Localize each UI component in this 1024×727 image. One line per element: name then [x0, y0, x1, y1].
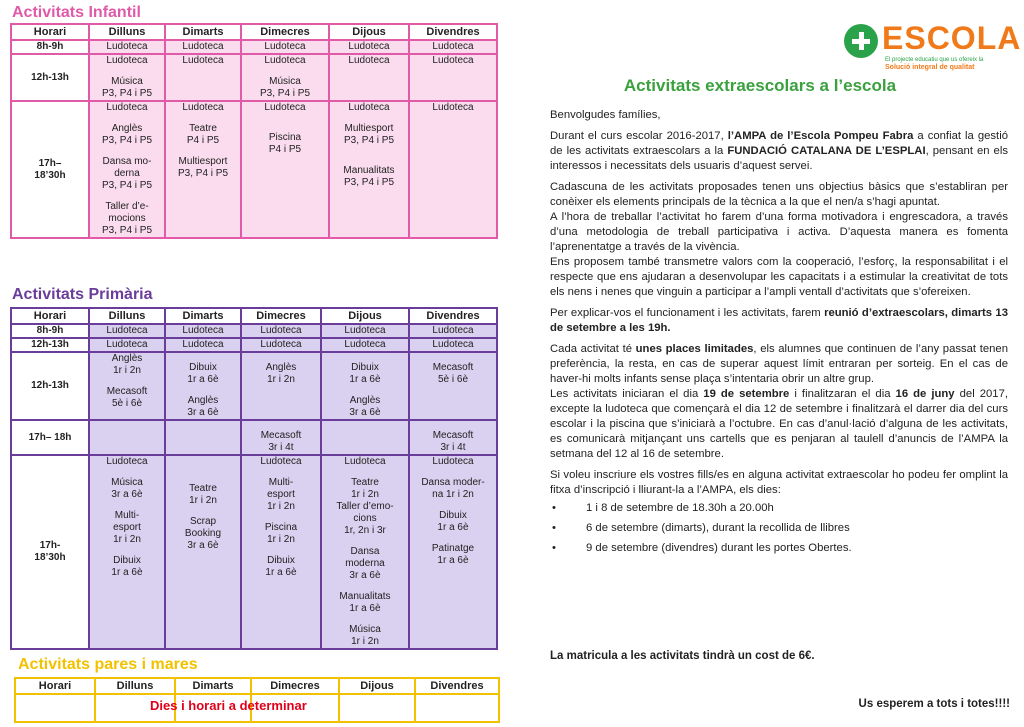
list-item: • 1 i 8 de setembre de 18.30h a 20.00h [550, 498, 1008, 518]
activity-line: Multi- [114, 510, 140, 521]
activity-line: 1r i 2n [267, 374, 295, 385]
activity-line: Taller d’e- [105, 201, 149, 212]
paragraph-objectives: Cadascuna de les activitats proposades tenen uns objectius bàsics que s’establiran per conèixer els elements principals de la tècnica a la que el nen/a s’hagi apuntat. [550, 181, 1008, 208]
activity-line: Ludoteca [106, 55, 148, 66]
activity-cell [241, 352, 321, 420]
activity-line: moderna [345, 558, 385, 569]
activity-cell [321, 455, 409, 649]
column-header: Divendres [409, 308, 497, 324]
plus-icon [844, 24, 878, 58]
activity-cell [89, 455, 165, 649]
activity-line [323, 537, 407, 546]
activity-line: Piscina [268, 132, 302, 143]
activity-line: Ludoteca [264, 102, 306, 113]
hour-cell: 12h-13h [11, 54, 89, 101]
activity-line [91, 192, 163, 201]
hour-cell: 17h- 18’30h [11, 455, 89, 649]
table-row [11, 324, 497, 338]
activity-line: Ludoteca [432, 456, 474, 467]
activity-line: Taller d’emo- [336, 501, 394, 512]
activity-line: Música [111, 76, 143, 87]
activity-cell [89, 352, 165, 420]
activity-line: Anglès [111, 353, 143, 364]
activity-cell [409, 40, 497, 54]
paragraph-methodology: A l’hora de treballar l’activitat ho farem d’una forma motivadora i engrescadora, a través d’una metodologia de treball participativa i activa. D’aquesta manera es fomenta l’aprenentatge a través de la vivència. [550, 211, 1008, 253]
infantil-title: Activitats Infantil [12, 4, 141, 21]
activity-line: P4 i P5 [268, 144, 302, 155]
paragraph-registration: Si voleu inscriure els vostres fills/es en alguna activitat extraescolar ho podeu fer omplint la fitxa d’inscripció i lliurant-la a l’AMPA, els dies: [550, 469, 1008, 496]
activity-line: Ludoteca [182, 55, 224, 66]
activity-line: 3r a 6è [111, 489, 143, 500]
logo-slogan: Solució integral de qualitat [885, 64, 975, 71]
activity-cell [165, 338, 241, 352]
activity-cell [165, 455, 241, 649]
activity-cell [321, 324, 409, 338]
activity-cell [241, 324, 321, 338]
greeting: Benvolgudes famílies, [550, 109, 661, 121]
activity-line: Mecasoft [106, 386, 148, 397]
activity-line [91, 421, 163, 430]
infantil-body [11, 40, 497, 238]
activity-line: Ludoteca [106, 456, 148, 467]
activity-line [243, 353, 319, 362]
table-row [11, 352, 497, 420]
activity-line: Ludoteca [260, 456, 302, 467]
activity-line: Ludoteca [264, 41, 306, 52]
logo-word: ESCOLA [882, 20, 1022, 56]
activity-line: Ludoteca [260, 339, 302, 350]
activity-line: Manualitats [343, 165, 395, 176]
activity-line: Anglès [111, 123, 143, 134]
activity-line: derna [114, 168, 140, 179]
table-row [11, 40, 497, 54]
column-header: Horari [11, 308, 89, 324]
list-item: • 9 de setembre (divendres) durant les portes Obertes. [550, 538, 1008, 558]
activity-line: Música [349, 624, 381, 635]
paragraph-dates: Les activitats iniciaran el dia 19 de setembre i finalitzaran el dia 16 de juny del 2017, excepte la ludoteca que començarà el dia 12 de setembre i finalitzarà el darrer dia del curs escolar i la piscina que s’iniciarà a l’octubre. En cas d’anul·lació d’alguna de les activitats, es comunicarà mitjançant uns cartells que es penjaran al taulell d’anuncis de l’AMPA la setmana del 12 al 16 de setembre. [550, 388, 1009, 460]
paragraph-meeting: Per explicar-vos el funcionament i les activitats, farem reunió d’extraescolars, dimarts 13 de setembre a les 19h. [550, 307, 1008, 334]
activity-line [167, 507, 239, 516]
activity-line: Dansa mo- [102, 156, 152, 167]
activity-line: cions [353, 513, 377, 524]
activity-cell [89, 338, 165, 352]
escola-logo [844, 20, 1022, 74]
activity-line: 1r a 6è [349, 374, 381, 385]
list-item: • 6 de setembre (dimarts), durant la recollida de llibres [550, 518, 1008, 538]
activity-line: P3, P4 i P5 [177, 168, 229, 179]
table-row [11, 54, 497, 101]
activity-cell [165, 40, 241, 54]
pares-title: Activitats pares i mares [18, 656, 198, 673]
activity-line: Ludoteca [182, 325, 224, 336]
activity-line: Ludoteca [348, 102, 390, 113]
activity-line [323, 386, 407, 395]
activity-line: Ludoteca [182, 41, 224, 52]
activity-line [323, 353, 407, 362]
activity-line: Dibuix [439, 510, 467, 521]
column-header: Dilluns [89, 308, 165, 324]
activity-line: Ludoteca [344, 456, 386, 467]
infantil-header-row [11, 24, 497, 40]
activity-line: Ludoteca [106, 41, 148, 52]
activity-line: Piscina [264, 522, 298, 533]
column-header: Divendres [415, 678, 499, 694]
column-header: Dilluns [89, 24, 165, 40]
column-header: Dimarts [175, 678, 251, 694]
activity-cell [329, 101, 409, 238]
activity-line [167, 465, 239, 474]
activity-line: 1r a 6è [437, 555, 469, 566]
activity-line [167, 147, 239, 156]
table-row [11, 420, 497, 455]
activity-line: Ludoteca [106, 339, 148, 350]
column-header: Dimecres [251, 678, 339, 694]
activity-line [331, 147, 407, 156]
activity-line [91, 147, 163, 156]
primaria-schedule-table [10, 307, 498, 650]
primaria-header-row [11, 308, 497, 324]
activity-line: 1r i 2n [267, 501, 295, 512]
activity-line: P3, P4 i P5 [259, 88, 311, 99]
activity-line: 1r a 6è [111, 567, 143, 578]
activity-line: P3, P4 i P5 [101, 88, 153, 99]
paragraph-intro: Durant el curs escolar 2016-2017, l’AMPA de l’Escola Pompeu Fabra a confiat la gestió de les activitats extraescolars a la FUNDACIÓ CATALANA DE L’ESPLAI, pensant en els interessos i necessitats dels usuaris d’aquest servei. [550, 130, 1009, 172]
activity-line: Patinatge [431, 543, 475, 554]
activity-cell [89, 54, 165, 101]
activity-line [243, 546, 319, 555]
activity-cell [409, 352, 497, 420]
activity-line [323, 468, 407, 477]
activity-cell [241, 54, 329, 101]
activity-cell [321, 352, 409, 420]
activity-line: 1r a 6è [265, 567, 297, 578]
primaria-title: Activitats Primària [12, 286, 153, 303]
activity-line [411, 501, 495, 510]
activity-line: Música [269, 76, 301, 87]
paragraph-values: Ens proposem també transmetre valors com la cooperació, l’esforç, la responsabilitat i el respecte que ens ajudaran a desenvolupar les capacitats i a estimular la creativitat de tots els nens i nenes que vinguin a participar a l’ampli ventall d’activitats que s’ofereixen. [550, 256, 1008, 298]
activity-cell [329, 40, 409, 54]
activity-cell [241, 40, 329, 54]
activity-cell [89, 40, 165, 54]
logo-tagline: El projecte educatiu que us ofereix la [885, 57, 984, 63]
activity-line: Anglès [349, 395, 381, 406]
letter-body [550, 108, 1008, 566]
column-header: Dijous [329, 24, 409, 40]
primaria-body [11, 324, 497, 649]
infantil-schedule-table [10, 23, 498, 239]
activity-line: P3, P4 i P5 [101, 225, 153, 236]
activity-line: 1r i 2n [113, 365, 141, 376]
hour-cell: 12h-13h [11, 338, 89, 352]
column-header: Dijous [339, 678, 415, 694]
activity-line: 1r i 2n [189, 495, 217, 506]
activity-line [243, 421, 319, 430]
table-row [11, 455, 497, 649]
column-header: Horari [11, 24, 89, 40]
activity-line [331, 156, 407, 165]
column-header: Dimecres [241, 24, 329, 40]
activity-line: 5è i 6è [437, 374, 469, 385]
activity-cell [89, 101, 165, 238]
activity-cell [165, 420, 241, 455]
activity-line [91, 501, 163, 510]
activity-line: P3, P4 i P5 [101, 135, 153, 146]
activity-line [323, 582, 407, 591]
activity-line: 3r i 4t [268, 442, 294, 453]
activity-cell [409, 338, 497, 352]
activity-line: Teatre [189, 123, 217, 134]
pares-tbd-note: Dies i horari a determinar [150, 698, 307, 713]
activity-line: Dansa moder- [421, 477, 485, 488]
table-row [11, 101, 497, 238]
activity-line: Ludoteca [182, 102, 224, 113]
activity-line: Ludoteca [432, 102, 474, 113]
activity-line: Ludoteca [432, 325, 474, 336]
activity-line [91, 114, 163, 123]
activity-line [243, 468, 319, 477]
column-header: Dilluns [95, 678, 175, 694]
activity-line [331, 114, 407, 123]
activity-cell [89, 324, 165, 338]
activity-cell [241, 101, 329, 238]
activity-line: 3r a 6è [187, 540, 219, 551]
activity-line: Mecasoft [432, 430, 474, 441]
paragraph-places: Cada activitat té unes places limitades, els alumnes que continuen de l’any passat tenen preferència, la resta, en cas de superar aquest límit entraran per sorteig. En el cas de haver-hi molts infants sense plaça s’intentaria obrir un altre grup. [550, 343, 1008, 385]
table-row [11, 338, 497, 352]
activity-line: Scrap [189, 516, 217, 527]
activity-line: esport [113, 522, 141, 533]
activity-line: P3, P4 i P5 [343, 135, 395, 146]
column-header: Horari [15, 678, 95, 694]
hour-cell: 12h-13h [11, 352, 89, 420]
activity-cell [165, 54, 241, 101]
hour-cell: 17h– 18’30h [11, 101, 89, 238]
activity-line: 1r i 2n [113, 534, 141, 545]
activity-line [411, 421, 495, 430]
activity-line: 1r a 6è [437, 522, 469, 533]
activity-line: Booking [184, 528, 222, 539]
activity-cell [165, 324, 241, 338]
activity-line [167, 421, 239, 430]
activity-line [91, 546, 163, 555]
cost-note: La matricula a les activitats tindrà un cost de 6€. [550, 650, 815, 662]
activity-line: Dibuix [189, 362, 217, 373]
activity-line: 1r, 2n i 3r [344, 525, 386, 536]
activity-line [167, 456, 239, 465]
column-header: Divendres [409, 24, 497, 40]
activity-line [167, 474, 239, 483]
activity-line: Ludoteca [432, 55, 474, 66]
activity-line [323, 421, 407, 430]
activity-cell [329, 54, 409, 101]
activity-line: na 1r i 2n [432, 489, 474, 500]
activity-cell [241, 420, 321, 455]
activity-line: Ludoteca [348, 55, 390, 66]
activity-line [91, 67, 163, 76]
activity-line: Ludoteca [432, 41, 474, 52]
activity-line: P3, P4 i P5 [343, 177, 395, 188]
activity-line: 3r a 6è [349, 407, 381, 418]
activity-line: Teatre [189, 483, 217, 494]
activity-line: Mecasoft [432, 362, 474, 373]
activity-line: 3r a 6è [349, 570, 381, 581]
activity-line: Ludoteca [106, 102, 148, 113]
activity-line: Ludoteca [344, 339, 386, 350]
activity-cell [321, 338, 409, 352]
activity-line [91, 377, 163, 386]
activity-line: 1r a 6è [187, 374, 219, 385]
activity-line: Dibuix [351, 362, 379, 373]
activity-line: P4 i P5 [186, 135, 220, 146]
activity-line: Multi- [268, 477, 294, 488]
activity-line: 3r i 4t [440, 442, 466, 453]
activity-line: Dansa [350, 546, 380, 557]
activity-line: Mecasoft [260, 430, 302, 441]
activity-line: Ludoteca [260, 325, 302, 336]
activity-line [243, 114, 327, 123]
activity-cell [409, 54, 497, 101]
activity-line: Anglès [187, 395, 219, 406]
activity-line: Ludoteca [344, 325, 386, 336]
activity-line [243, 513, 319, 522]
activity-line: 5è i 6è [111, 398, 143, 409]
activity-line: Teatre [351, 477, 379, 488]
activity-cell [241, 455, 321, 649]
activity-line: Dibuix [267, 555, 295, 566]
activity-line: Ludoteca [182, 339, 224, 350]
activity-line: Música [111, 477, 143, 488]
activity-line [167, 386, 239, 395]
activity-cell [165, 101, 241, 238]
activity-cell [241, 338, 321, 352]
activity-line: esport [267, 489, 295, 500]
letter-title: Activitats extraescolars a l’escola [623, 76, 897, 95]
activity-line: Multiesport [344, 123, 394, 134]
column-header: Dimecres [241, 308, 321, 324]
hour-cell: 17h– 18h [11, 420, 89, 455]
activity-line: 1r i 2n [267, 534, 295, 545]
activity-line: Dibuix [113, 555, 141, 566]
column-header: Dimarts [165, 308, 241, 324]
activity-line [243, 123, 327, 132]
closing-note: Us esperem a tots i totes!!!! [858, 698, 1010, 710]
activity-line [167, 353, 239, 362]
activity-line: 3r a 6è [187, 407, 219, 418]
activity-line [411, 353, 495, 362]
hour-cell: 8h-9h [11, 40, 89, 54]
activity-line [243, 67, 327, 76]
registration-dates-list [550, 498, 1008, 558]
activity-cell [409, 101, 497, 238]
activity-line: 1r i 2n [351, 489, 379, 500]
column-header: Dimarts [165, 24, 241, 40]
activity-cell [165, 352, 241, 420]
activity-cell [409, 324, 497, 338]
activity-line: Manualitats [339, 591, 391, 602]
activity-line: Ludoteca [264, 55, 306, 66]
activity-line: Multiesport [178, 156, 228, 167]
activity-line: 1r i 2n [351, 636, 379, 647]
activity-line [91, 468, 163, 477]
activity-line: mocions [108, 213, 146, 224]
activity-line: Ludoteca [106, 325, 148, 336]
activity-line [411, 534, 495, 543]
activity-cell [321, 420, 409, 455]
activity-line: Ludoteca [432, 339, 474, 350]
activity-line [167, 114, 239, 123]
pares-header-row [15, 678, 499, 694]
hour-cell: 8h-9h [11, 324, 89, 338]
activity-line: Ludoteca [348, 41, 390, 52]
activity-line [323, 615, 407, 624]
activity-cell [89, 420, 165, 455]
column-header: Dijous [321, 308, 409, 324]
activity-line [411, 468, 495, 477]
activity-line: Anglès [265, 362, 297, 373]
activity-cell [409, 455, 497, 649]
activity-line: P3, P4 i P5 [101, 180, 153, 191]
activity-line: 1r a 6è [349, 603, 381, 614]
activity-cell [409, 420, 497, 455]
